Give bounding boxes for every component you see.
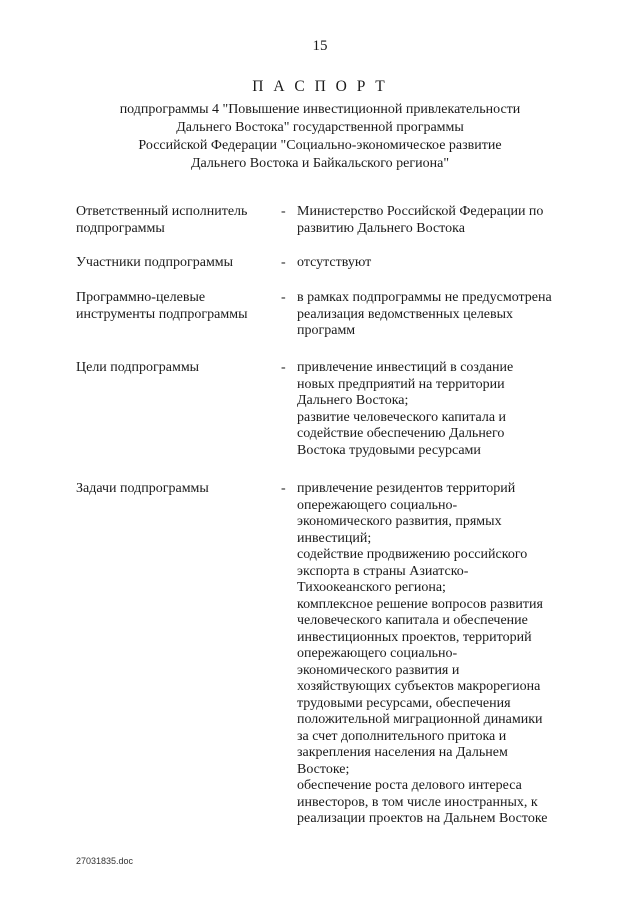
row-value-line: развитие человеческого капитала и (297, 409, 507, 425)
row-value (297, 290, 587, 340)
document-title: П А С П О Р Т (252, 78, 388, 95)
row-label-line: Ответственный исполнитель (76, 204, 248, 219)
row-dash: - (281, 290, 286, 305)
row-dash: - (281, 481, 286, 496)
row-value-line: содействие обеспечению Дальнего (297, 426, 505, 441)
subtitle-line: Дальнего Востока и Байкальского региона" (190, 156, 450, 171)
row-value-line: трудовыми ресурсами, обеспечения (297, 695, 511, 711)
row-value-line: в рамках подпрограммы не предусмотрена (297, 290, 552, 305)
row-label (76, 255, 276, 272)
row-value-line: человеческого капитала и обеспечение (297, 613, 528, 628)
row-value-line: инвестиционных проектов, территорий (297, 629, 532, 645)
row-value-line: обеспечение роста делового интереса (297, 778, 522, 793)
row-value-line: закрепления населения на Дальнем (297, 745, 508, 760)
row-label-line: Цели подпрограммы (76, 360, 200, 375)
row-value-line: комплексное решение вопросов развития (297, 596, 543, 612)
subtitle-line: Дальнего Востока" государственной программы (176, 120, 464, 135)
row-value-line: опережающего социально- (297, 646, 458, 661)
row-value-line: за счет дополнительного притока и (297, 728, 507, 744)
row-value (297, 360, 587, 459)
footer-file-code: 27031835.doc (76, 856, 134, 866)
row-label-line: Задачи подпрограммы (76, 481, 209, 496)
row-label (76, 204, 276, 237)
row-value-line: программ (297, 323, 356, 338)
document-subtitle (60, 101, 580, 173)
row-value-line: экономического развития и (297, 662, 460, 678)
row-value-line: развитию Дальнего Востока (297, 220, 465, 236)
row-value-line: экономического развития, прямых (297, 514, 502, 529)
row-label-line: Участники подпрограммы (76, 255, 234, 270)
row-label (76, 290, 276, 323)
row-value-line: Министерство Российской Федерации по (297, 204, 544, 219)
page-number: 15 (312, 38, 328, 54)
subtitle-line: Российской Федерации "Социально-экономическое развитие (138, 138, 502, 153)
row-value-line: новых предприятий на территории (297, 376, 505, 392)
row-value-line: положительной миграционной динамики (297, 712, 543, 727)
row-label (76, 481, 276, 498)
row-value-line: реализации проектов на Дальнем Востоке (297, 811, 548, 826)
row-value-line: хозяйствующих субъектов макрорегиона (297, 679, 541, 694)
row-label (76, 360, 276, 377)
row-value (297, 481, 587, 828)
row-value (297, 255, 587, 272)
row-dash: - (281, 204, 286, 219)
row-value-line: Востока трудовыми ресурсами (297, 442, 481, 458)
row-value-line: опережающего социально- (297, 497, 458, 513)
row-value-line: привлечение инвестиций в создание (297, 360, 514, 375)
row-value-line: Востоке; (297, 761, 350, 777)
row-value-line: содействие продвижению российского (297, 547, 528, 562)
row-value-line: Дальнего Востока; (297, 393, 409, 408)
row-value-line: инвестиций; (297, 530, 372, 546)
subtitle-line: подпрограммы 4 "Повышение инвестиционной привлекательности (119, 102, 521, 117)
row-value (297, 204, 587, 237)
row-dash: - (281, 360, 286, 375)
row-value-line: инвесторов, в том числе иностранных, к (297, 794, 538, 810)
row-label-line: Программно-целевые (76, 290, 206, 305)
row-value-line: привлечение резидентов территорий (297, 481, 516, 496)
row-value-line: реализация ведомственных целевых (297, 306, 514, 322)
row-dash: - (281, 255, 286, 270)
row-label-line: инструменты подпрограммы (76, 306, 248, 322)
row-value-line: экспорта в страны Азиатско- (297, 563, 469, 579)
row-label-line: подпрограммы (76, 220, 165, 236)
row-value-line: отсутствуют (297, 255, 372, 270)
row-value-line: Тихоокеанского региона; (297, 580, 446, 595)
